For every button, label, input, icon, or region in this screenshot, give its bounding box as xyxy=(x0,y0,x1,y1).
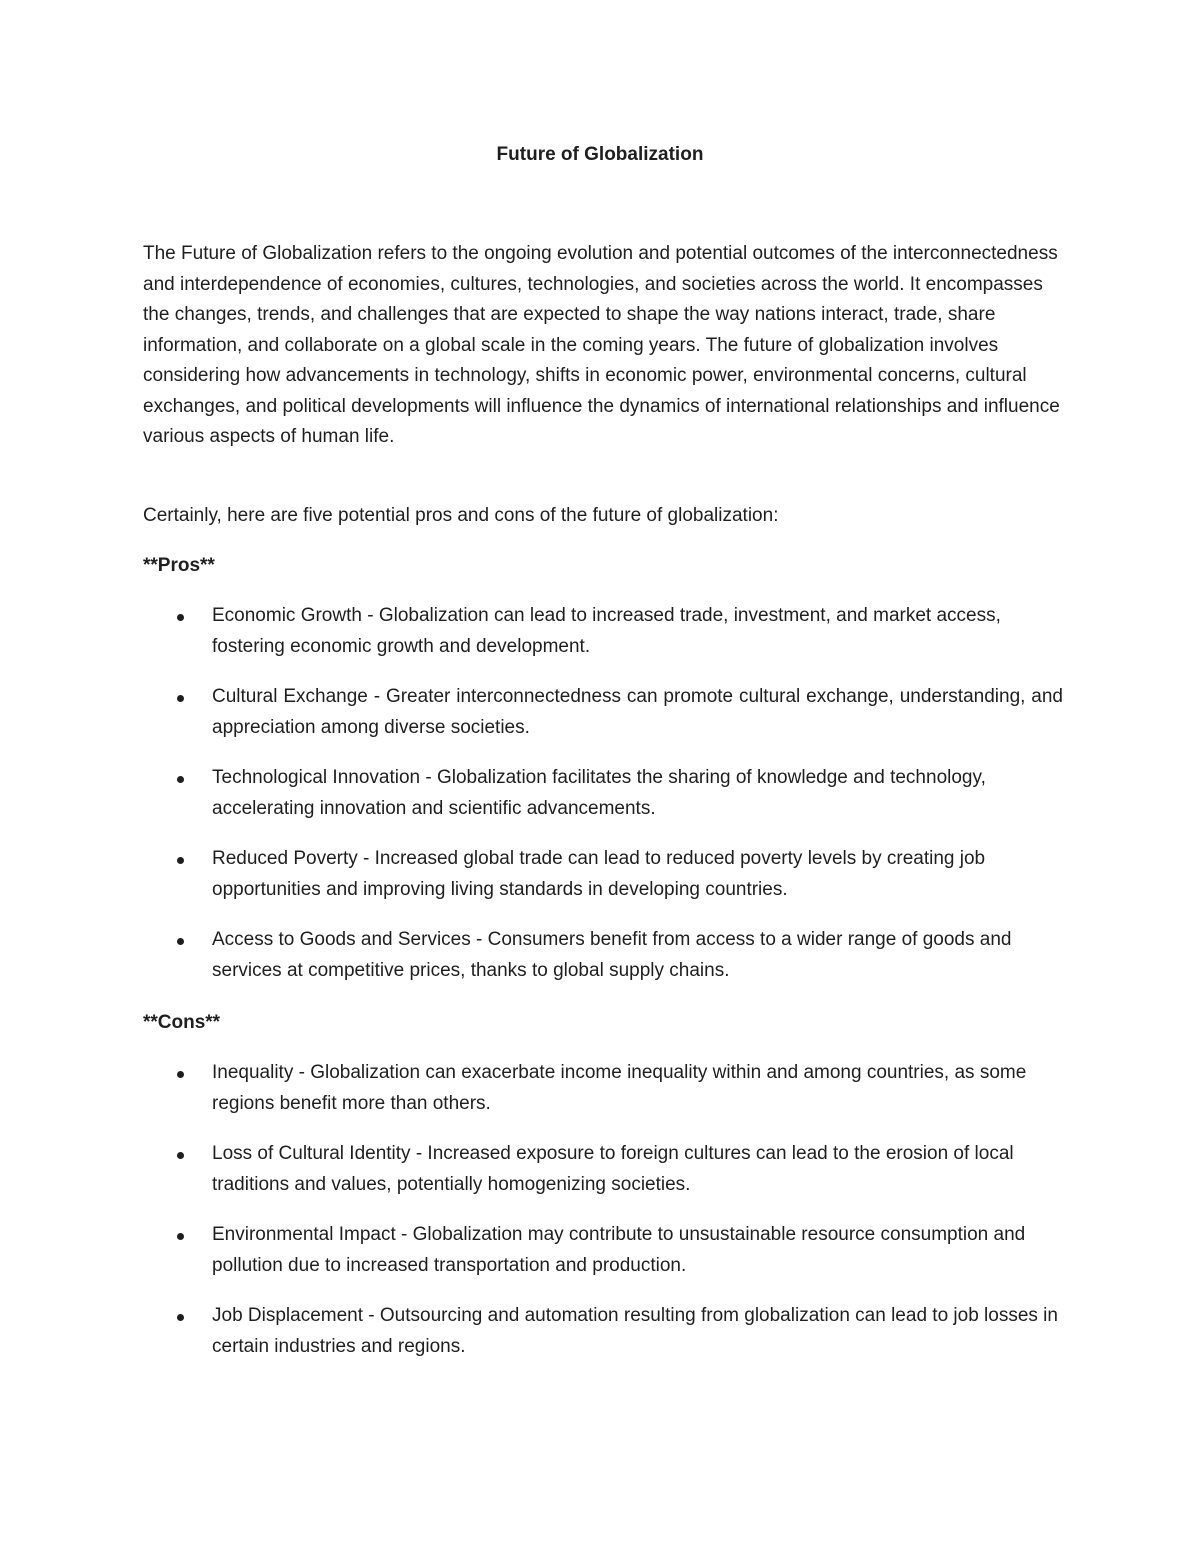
pros-list xyxy=(143,601,1063,1006)
pros-heading: **Pros** xyxy=(143,555,215,576)
list-item xyxy=(143,844,1063,905)
list-item-text: Environmental Impact - Globalization may contribute to unsustainable resource consumption and pollution due to increased transportation and production. xyxy=(212,1224,1026,1276)
bullet-icon xyxy=(177,1071,184,1078)
list-item-text: Inequality - Globalization can exacerbate income inequality within and among countries, as some regions benefit more than others. xyxy=(212,1062,1027,1114)
list-item xyxy=(143,682,1063,743)
list-item xyxy=(143,1139,1063,1200)
bullet-icon xyxy=(177,1314,184,1321)
bullet-icon xyxy=(177,938,184,945)
lead-sentence: Certainly, here are five potential pros and cons of the future of globalization: xyxy=(143,505,779,526)
cons-list xyxy=(143,1058,1063,1382)
list-item-text: Technological Innovation - Globalization facilitates the sharing of knowledge and technology, accelerating innovation and scientific advancements. xyxy=(212,767,986,819)
bullet-icon xyxy=(177,857,184,864)
bullet-icon xyxy=(177,695,184,702)
bullet-icon xyxy=(177,614,184,621)
bullet-icon xyxy=(177,1233,184,1240)
bullet-icon xyxy=(177,776,184,783)
page-title: Future of Globalization xyxy=(496,144,704,165)
list-item-text: Cultural Exchange - Greater interconnectedness can promote cultural exchange, understanding, and appreciation among diverse societies. xyxy=(212,686,1063,738)
intro-paragraph: The Future of Globalization refers to the ongoing evolution and potential outcomes of the interconnectedness and interdependence of economies, cultures, technologies, and societies across the world. It encompasses the changes, trends, and challenges that are expected to shape the way nations interact, trade, share information, and collaborate on a global scale in the coming years. The future of globalization involves considering how advancements in technology, shifts in economic power, environmental concerns, cultural exchanges, and political developments will influence the dynamics of international relationships and influence various aspects of human life. xyxy=(143,243,1060,447)
list-item-text: Economic Growth - Globalization can lead to increased trade, investment, and market access, fostering economic growth and development. xyxy=(212,605,1001,657)
bullet-icon xyxy=(177,1152,184,1159)
list-item xyxy=(143,763,1063,824)
list-item-text: Loss of Cultural Identity - Increased exposure to foreign cultures can lead to the erosion of local traditions and values, potentially homogenizing societies. xyxy=(212,1143,1014,1195)
list-item-text: Access to Goods and Services - Consumers benefit from access to a wider range of goods and services at competitive prices, thanks to global supply chains. xyxy=(212,929,1012,981)
list-item xyxy=(143,1301,1063,1362)
list-item xyxy=(143,1058,1063,1119)
list-item-text: Job Displacement - Outsourcing and automation resulting from globalization can lead to job losses in certain industries and regions. xyxy=(212,1305,1058,1357)
list-item xyxy=(143,601,1063,662)
list-item-text: Reduced Poverty - Increased global trade can lead to reduced poverty levels by creating job opportunities and improving living standards in developing countries. xyxy=(212,848,986,900)
cons-heading: **Cons** xyxy=(143,1012,221,1033)
list-item xyxy=(143,925,1063,986)
list-item xyxy=(143,1220,1063,1281)
